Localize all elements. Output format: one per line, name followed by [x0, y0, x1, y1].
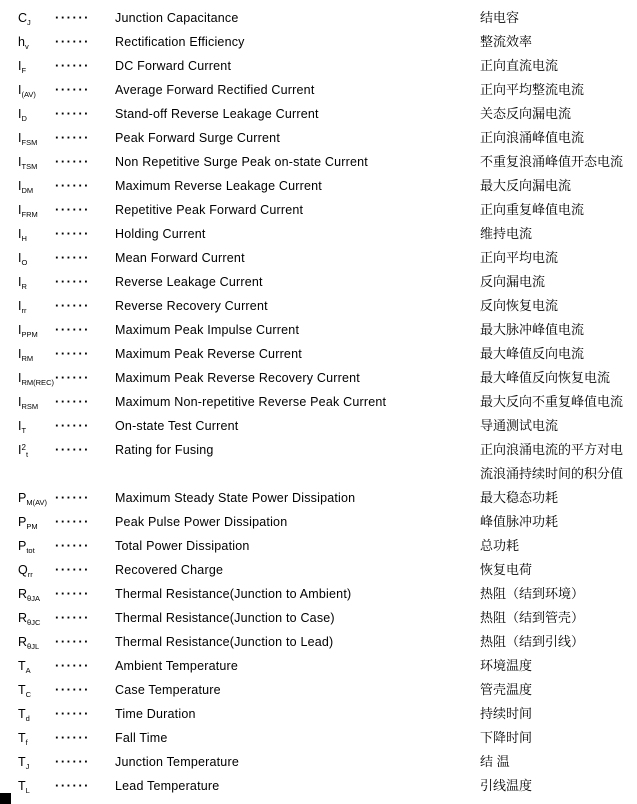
dots-leader: ······ — [55, 442, 90, 457]
glossary-row — [0, 678, 637, 702]
chinese-term: 最大脉冲峰值电流 — [480, 322, 585, 337]
glossary-row — [0, 150, 637, 174]
english-term: DC Forward Current — [115, 59, 232, 73]
parameter-symbol: $T_J$ — [18, 755, 30, 771]
chinese-term: 流浪涌持续时间的积分值 — [480, 466, 624, 481]
english-term: Non Repetitive Surge Peak on-state Current — [115, 155, 368, 169]
english-term: Maximum Steady State Power Dissipation — [115, 491, 356, 505]
dots-leader: ······ — [55, 730, 90, 745]
parameter-symbol: $I_{FSM}$ — [18, 131, 38, 147]
glossary-row — [0, 294, 637, 318]
glossary-row — [0, 390, 637, 414]
page-corner-artifact — [0, 793, 11, 804]
parameter-symbol: $P_{tot}$ — [18, 539, 35, 555]
parameter-symbol: $I_H$ — [18, 227, 27, 243]
english-term: Case Temperature — [115, 683, 221, 697]
parameter-symbol: $I_{(AV)}$ — [18, 83, 36, 99]
glossary-row — [0, 726, 637, 750]
chinese-term: 环境温度 — [480, 658, 533, 673]
chinese-term: 不重复浪涌峰值开态电流 — [480, 154, 624, 169]
parameter-symbol: $C_J$ — [18, 11, 31, 27]
english-term: Thermal Resistance(Junction to Ambient) — [115, 587, 352, 601]
english-term: Peak Forward Surge Current — [115, 131, 280, 145]
glossary-row — [0, 318, 637, 342]
dots-leader: ······ — [55, 34, 90, 49]
dots-leader: ······ — [55, 418, 90, 433]
parameter-symbol: $I_T$ — [18, 419, 27, 435]
chinese-term: 正向平均电流 — [480, 250, 559, 265]
chinese-term: 最大反向漏电流 — [480, 178, 572, 193]
parameter-symbol: $I_R$ — [18, 275, 27, 291]
english-term: Holding Current — [115, 227, 206, 241]
glossary-table — [0, 6, 637, 798]
glossary-row — [0, 606, 637, 630]
dots-leader: ······ — [55, 562, 90, 577]
english-term: Lead Temperature — [115, 779, 220, 793]
english-term: Mean Forward Current — [115, 251, 245, 265]
chinese-term: 最大反向不重复峰值电流 — [480, 394, 624, 409]
parameter-symbol: $I_F$ — [18, 59, 27, 75]
parameter-symbol: $Q_{rr}$ — [18, 563, 33, 579]
glossary-row — [0, 54, 637, 78]
parameter-symbol: $T_C$ — [18, 683, 32, 699]
glossary-row — [0, 654, 637, 678]
glossary-row — [0, 342, 637, 366]
parameter-symbol: $I_{FRM}$ — [18, 203, 38, 219]
glossary-row — [0, 438, 637, 462]
english-term: Maximum Non-repetitive Reverse Peak Current — [115, 395, 387, 409]
dots-leader: ······ — [55, 10, 90, 25]
parameter-symbol: $I_{DM}$ — [18, 179, 34, 195]
chinese-term: 峰值脉冲功耗 — [480, 514, 559, 529]
parameter-symbol: $P_{PM}$ — [18, 515, 38, 531]
chinese-term: 正向直流电流 — [480, 58, 559, 73]
english-term: Reverse Leakage Current — [115, 275, 263, 289]
english-term: Maximum Peak Reverse Recovery Current — [115, 371, 360, 385]
parameter-symbol: $I_{RM(REC)}$ — [18, 371, 54, 387]
glossary-row — [0, 366, 637, 390]
chinese-term: 整流效率 — [480, 34, 533, 49]
parameter-symbol: $I_{RSM}$ — [18, 395, 39, 411]
parameter-symbol: $I_{PPM}$ — [18, 323, 38, 339]
parameter-symbol: $I^2_t$ — [18, 443, 29, 459]
dots-leader: ······ — [55, 514, 90, 529]
glossary-row — [0, 222, 637, 246]
dots-leader: ······ — [55, 58, 90, 73]
glossary-row — [0, 78, 637, 102]
parameter-symbol: $I_{rr}$ — [18, 299, 27, 315]
english-term: Repetitive Peak Forward Current — [115, 203, 304, 217]
english-term: Time Duration — [115, 707, 196, 721]
chinese-term: 正向平均整流电流 — [480, 82, 585, 97]
dots-leader: ······ — [55, 586, 90, 601]
dots-leader: ······ — [55, 706, 90, 721]
english-term: Thermal Resistance(Junction to Lead) — [115, 635, 334, 649]
chinese-term: 总功耗 — [480, 538, 520, 553]
parameter-symbol: $R_{\theta JA}$ — [18, 587, 40, 603]
english-term: Peak Pulse Power Dissipation — [115, 515, 288, 529]
chinese-term: 关态反向漏电流 — [480, 106, 572, 121]
dots-leader: ······ — [55, 778, 90, 793]
chinese-term: 结 温 — [480, 754, 510, 769]
parameter-symbol: $T_L$ — [18, 779, 30, 795]
glossary-row — [0, 510, 637, 534]
dots-leader: ······ — [55, 490, 90, 505]
chinese-term: 维持电流 — [480, 226, 533, 241]
english-term: Maximum Reverse Leakage Current — [115, 179, 322, 193]
chinese-term: 正向浪涌电流的平方对电 — [480, 442, 624, 457]
dots-leader: ······ — [55, 202, 90, 217]
glossary-row — [0, 174, 637, 198]
glossary-row — [0, 126, 637, 150]
glossary-row — [0, 750, 637, 774]
parameter-symbol: $R_{\theta JL}$ — [18, 635, 40, 651]
dots-leader: ······ — [55, 682, 90, 697]
parameter-symbol: $I_{RM}$ — [18, 347, 34, 363]
parameter-symbol: $R_{\theta JC}$ — [18, 611, 41, 627]
english-term: On-state Test Current — [115, 419, 239, 433]
chinese-term: 持续时间 — [480, 706, 533, 721]
glossary-row — [0, 246, 637, 270]
chinese-term: 热阻（结到环境） — [480, 586, 585, 601]
english-term: Recovered Charge — [115, 563, 224, 577]
glossary-row — [0, 414, 637, 438]
chinese-term: 恢复电荷 — [480, 562, 533, 577]
dots-leader: ······ — [55, 394, 90, 409]
english-term: Junction Temperature — [115, 755, 239, 769]
dots-leader: ······ — [55, 298, 90, 313]
english-term: Total Power Dissipation — [115, 539, 250, 553]
english-term: Rectification Efficiency — [115, 35, 245, 49]
dots-leader: ······ — [55, 634, 90, 649]
dots-leader: ······ — [55, 370, 90, 385]
glossary-row — [0, 198, 637, 222]
glossary-row — [0, 486, 637, 510]
glossary-row — [0, 558, 637, 582]
dots-leader: ······ — [55, 538, 90, 553]
english-term: Junction Capacitance — [115, 11, 239, 25]
parameter-symbol: $T_A$ — [18, 659, 31, 675]
parameter-symbol: $P_{M(AV)}$ — [18, 491, 48, 507]
dots-leader: ······ — [55, 274, 90, 289]
chinese-term: 热阻（结到管壳） — [480, 610, 585, 625]
chinese-term: 结电容 — [480, 10, 520, 25]
dots-leader: ······ — [55, 754, 90, 769]
parameter-symbol: $I_O$ — [18, 251, 28, 267]
english-term: Maximum Peak Reverse Current — [115, 347, 302, 361]
parameter-symbol: $T_d$ — [18, 707, 30, 723]
dots-leader: ······ — [55, 178, 90, 193]
chinese-term: 最大峰值反向恢复电流 — [480, 370, 611, 385]
glossary-row — [0, 270, 637, 294]
glossary-row — [0, 30, 637, 54]
dots-leader: ······ — [55, 250, 90, 265]
dots-leader: ······ — [55, 226, 90, 241]
glossary-row — [0, 774, 637, 798]
dots-leader: ······ — [55, 82, 90, 97]
dots-leader: ······ — [55, 106, 90, 121]
chinese-term: 引线温度 — [480, 778, 533, 793]
chinese-term: 反向恢复电流 — [480, 298, 559, 313]
chinese-term: 反向漏电流 — [480, 274, 546, 289]
english-term: Fall Time — [115, 731, 168, 745]
english-term: Reverse Recovery Current — [115, 299, 268, 313]
english-term: Rating for Fusing — [115, 443, 214, 457]
chinese-term: 最大峰值反向电流 — [480, 346, 585, 361]
glossary-row — [0, 462, 637, 486]
english-term: Average Forward Rectified Current — [115, 83, 315, 97]
glossary-row — [0, 630, 637, 654]
dots-leader: ······ — [55, 610, 90, 625]
english-term: Stand-off Reverse Leakage Current — [115, 107, 319, 121]
dots-leader: ······ — [55, 658, 90, 673]
glossary-row — [0, 702, 637, 726]
english-term: Thermal Resistance(Junction to Case) — [115, 611, 335, 625]
chinese-term: 热阻（结到引线） — [480, 634, 585, 649]
parameter-symbol: $I_{TSM}$ — [18, 155, 38, 171]
english-term: Maximum Peak Impulse Current — [115, 323, 300, 337]
chinese-term: 下降时间 — [480, 730, 533, 745]
dots-leader: ······ — [55, 346, 90, 361]
chinese-term: 正向重复峰值电流 — [480, 202, 585, 217]
glossary-row — [0, 582, 637, 606]
glossary-row — [0, 102, 637, 126]
dots-leader: ······ — [55, 322, 90, 337]
chinese-term: 最大稳态功耗 — [480, 490, 559, 505]
parameter-symbol: $I_D$ — [18, 107, 27, 123]
dots-leader: ······ — [55, 130, 90, 145]
parameter-symbol: $h_v$ — [18, 35, 29, 51]
dots-leader: ······ — [55, 154, 90, 169]
chinese-term: 导通测试电流 — [480, 418, 559, 433]
glossary-row — [0, 6, 637, 30]
glossary-row — [0, 534, 637, 558]
parameter-symbol: $T_f$ — [18, 731, 28, 747]
english-term: Ambient Temperature — [115, 659, 239, 673]
chinese-term: 正向浪涌峰值电流 — [480, 130, 585, 145]
chinese-term: 管壳温度 — [480, 682, 533, 697]
